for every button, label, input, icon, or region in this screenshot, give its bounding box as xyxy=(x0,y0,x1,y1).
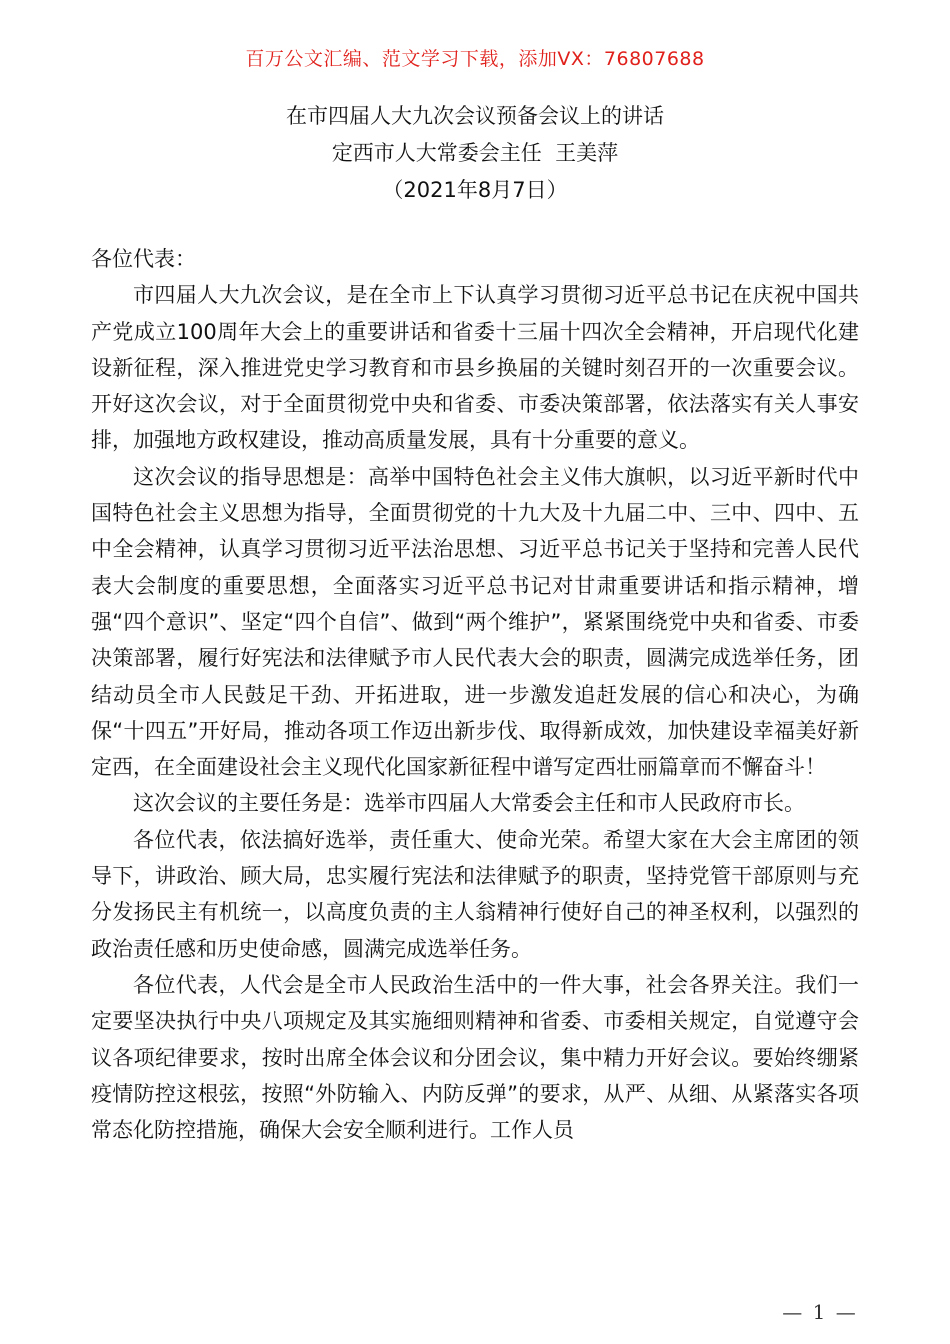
paragraph-4: 各位代表，依法搞好选举，责任重大、使命光荣。希望大家在大会主席团的领导下，讲政治、顾大局，忠实履行宪法和法律赋予的职责，坚持党管干部原则与充分发扬民主有机统一，以高度负责的主人翁精神行使好自己的神圣权利，以强烈的政治责任感和历史使命感，圆满完成选举任务。 xyxy=(91,827,859,961)
speaker-line: 定西市人大常委会主任 王美萍 xyxy=(331,141,619,165)
page-number: — 1 — xyxy=(782,1300,858,1324)
download-banner: 百万公文汇编、范文学习下载，添加VX：76807688 xyxy=(245,48,705,70)
speech-title: 在市四届人大九次会议预备会议上的讲话 xyxy=(286,104,664,128)
speech-date: （2021年8月7日） xyxy=(382,178,568,202)
paragraph-2: 这次会议的指导思想是：高举中国特色社会主义伟大旗帜，以习近平新时代中国特色社会主义思想为指导，全面贯彻党的十九大及十九届二中、三中、四中、五中全会精神，认真学习贯彻习近平法治思想、习近平总书记关于坚持和完善人民代表大会制度的重要思想，全面落实习近平总书记对甘肃重要讲话和指示精神，增强“四个意识”、坚定“四个自信”、做到“两个维护”，紧紧围绕党中央和省委、市委决策部署，履行好宪法和法律赋予市人民代表大会的职责，圆满完成选举任务，团结动员全市人民鼓足干劲、开拓进取，进一步激发追赶发展的信心和决心，为确保“十四五”开好局，推动各项工作迈出新步伐、取得新成效，加快建设幸福美好新定西，在全面建设社会主义现代化国家新征程中谱写定西壮丽篇章而不懈奋斗！ xyxy=(91,464,859,780)
speech-body xyxy=(91,241,859,1148)
paragraph-3: 这次会议的主要任务是：选举市四届人大常委会主任和市人民政府市长。 xyxy=(133,791,805,816)
paragraph-1: 市四届人大九次会议，是在全市上下认真学习贯彻习近平总书记在庆祝中国共产党成立100周年大会上的重要讲话和省委十三届十四次全会精神，开启现代化建设新征程，深入推进党史学习教育和市县乡换届的关键时刻召开的一次重要会议。开好这次会议，对于全面贯彻党中央和省委、市委决策部署，依法落实有关人事安排，加强地方政权建设，推动高质量发展，具有十分重要的意义。 xyxy=(91,283,859,453)
salutation: 各位代表： xyxy=(91,247,196,271)
title-block xyxy=(0,98,950,209)
paragraph-5: 各位代表，人代会是全市人民政治生活中的一件大事，社会各界关注。我们一定要坚决执行中央八项规定及其实施细则精神和省委、市委相关规定，自觉遵守会议各项纪律要求，按时出席全体会议和分团会议，集中精力开好会议。要始终绷紧疫情防控这根弦，按照“外防输入、内防反弹”的要求，从严、从细、从紧落实各项常态化防控措施，确保大会安全顺利进行。工作人员 xyxy=(91,972,859,1143)
